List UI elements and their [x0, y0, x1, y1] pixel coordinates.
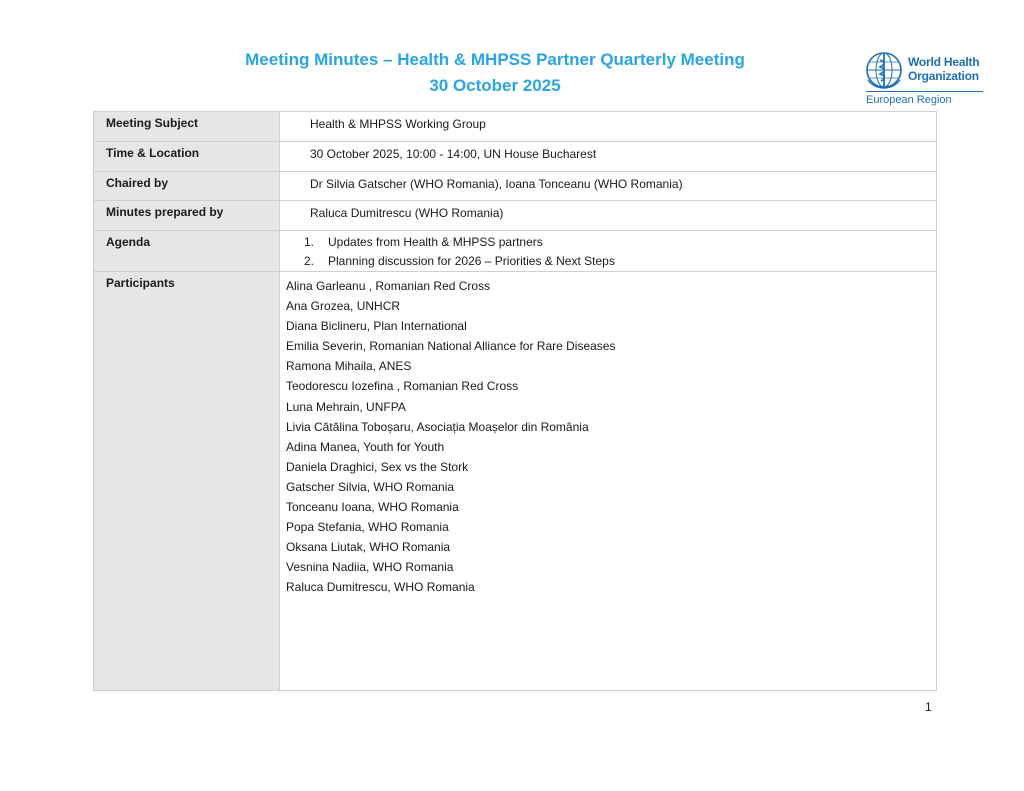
participant: Livia Cătălina Toboșaru, Asociația Moașelor din România	[286, 419, 589, 434]
participant: Daniela Draghici, Sex vs the Stork	[286, 459, 469, 474]
table-row-participants	[94, 272, 937, 691]
row-label: Chaired by	[94, 172, 280, 201]
meeting-subject-value: Health & MHPSS Working Group	[280, 112, 937, 142]
who-logo	[864, 50, 988, 112]
minutes-table	[93, 111, 937, 691]
agenda-item	[304, 252, 936, 271]
agenda-list	[304, 233, 936, 271]
row-label: Agenda	[94, 231, 280, 272]
participant: Oksana Liutak, WHO Romania	[286, 540, 451, 555]
table-row-minutes-by	[94, 201, 937, 231]
who-region-label: European Region	[866, 94, 952, 106]
who-org-name	[908, 55, 979, 83]
participant: Luna Mehrain, UNFPA	[286, 399, 406, 414]
page-number: 1	[925, 700, 932, 714]
table-row-chair	[94, 172, 937, 201]
participants-list	[280, 272, 937, 691]
participant: Teodorescu Iozefina , Romanian Red Cross	[286, 379, 519, 394]
participant: Popa Stefania, WHO Romania	[286, 520, 449, 535]
chaired-by-value: Dr Silvia Gatscher (WHO Romania), Ioana Tonceanu (WHO Romania)	[280, 172, 937, 201]
participant: Ana Grozea, UNHCR	[286, 299, 401, 314]
logo-divider	[866, 91, 983, 92]
agenda-item-text: Planning discussion for 2026 – Priorities & Next Steps	[328, 254, 615, 268]
time-location-value: 30 October 2025, 10:00 - 14:00, UN House Bucharest	[280, 142, 937, 172]
table-row-agenda	[94, 231, 937, 272]
participant: Diana Biclineru, Plan International	[286, 319, 467, 334]
participant: Vesnina Nadiia, WHO Romania	[286, 560, 454, 575]
participant: Adina Manea, Youth for Youth	[286, 439, 445, 454]
row-label: Meeting Subject	[94, 112, 280, 142]
table-row-time	[94, 142, 937, 172]
agenda-item-text: Updates from Health & MHPSS partners	[328, 235, 543, 249]
participant: Ramona Mihaila, ANES	[286, 359, 412, 374]
title-line-2: 30 October 2025	[429, 76, 561, 95]
document-title	[150, 47, 840, 99]
agenda-item-number: 2.	[304, 254, 315, 268]
who-emblem-icon	[864, 50, 904, 90]
table-row-subject	[94, 112, 937, 142]
participant: Tonceanu Ioana, WHO Romania	[286, 500, 459, 515]
participant: Alina Garleanu , Romanian Red Cross	[286, 279, 491, 293]
agenda-item	[304, 233, 936, 252]
participant: Gatscher Silvia, WHO Romania	[286, 479, 455, 494]
row-label: Participants	[94, 272, 280, 691]
row-label: Time & Location	[94, 142, 280, 172]
participant: Emilia Severin, Romanian National Alliance for Rare Diseases	[286, 339, 616, 354]
agenda-item-number: 1.	[304, 235, 315, 249]
who-org-line-2: Organization	[908, 69, 979, 83]
agenda-value	[280, 231, 937, 272]
participant: Raluca Dumitrescu, WHO Romania	[286, 580, 475, 595]
who-org-line-1: World Health	[908, 55, 980, 69]
minutes-prepared-by-value: Raluca Dumitrescu (WHO Romania)	[280, 201, 937, 231]
row-label: Minutes prepared by	[94, 201, 280, 231]
title-line-1: Meeting Minutes – Health & MHPSS Partner Quarterly Meeting	[245, 50, 745, 69]
